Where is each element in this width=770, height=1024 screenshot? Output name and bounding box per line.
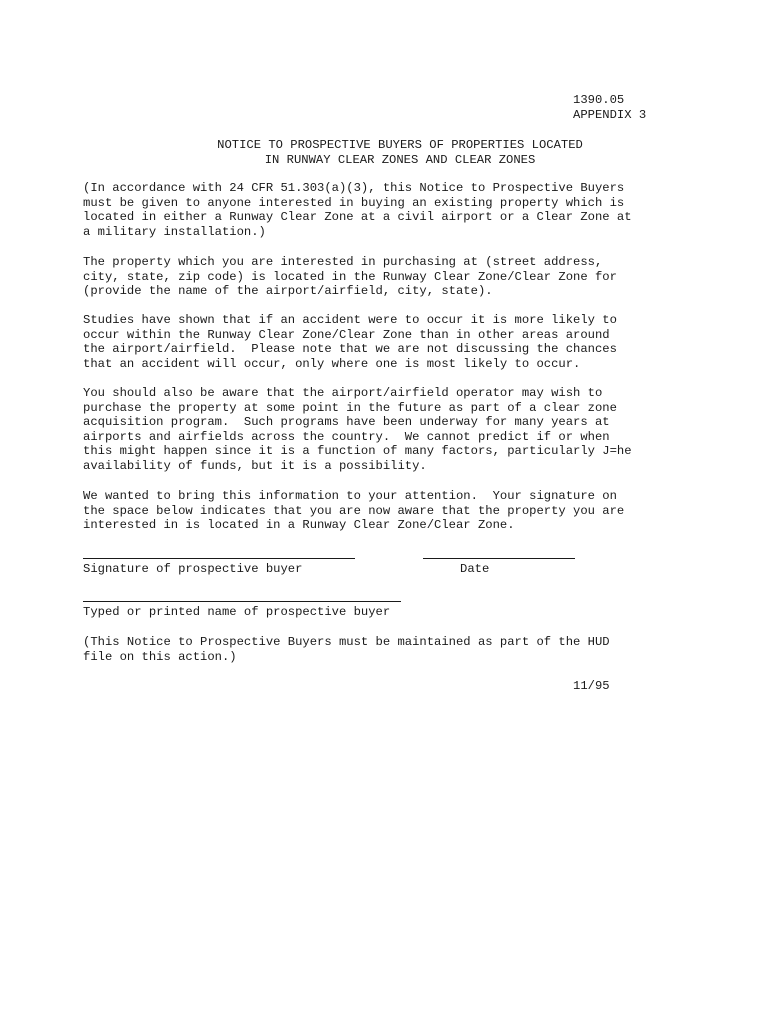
revision-date: 11/95 — [573, 679, 610, 693]
document-header — [573, 93, 646, 122]
closing-note: (This Notice to Prospective Buyers must be maintained as part of the HUD file on this action.) — [83, 635, 610, 664]
title-line-1: NOTICE TO PROSPECTIVE BUYERS OF PROPERTIES LOCATED — [217, 138, 583, 152]
signature-line[interactable] — [83, 558, 355, 559]
paragraph-acknowledgement: We wanted to bring this information to your attention. Your signature on the space below indicates that you are now aware that the property you are interested in is located in a Runway Clear Zone/Clear Zone. — [83, 489, 625, 533]
paragraph-property-location: The property which you are interested in purchasing at (street address, city, state, zip code) is located in the Runway Clear Zone/Clear Zone for (provide the name of the airport/airfield, city, state). — [83, 255, 617, 299]
document-title — [160, 138, 640, 167]
appendix-label: APPENDIX 3 — [573, 107, 647, 122]
paragraph-cfr-reference: (In accordance with 24 CFR 51.303(a)(3), this Notice to Prospective Buyers must be given to anyone interested in buying an existing property which is located in either a Runway Clear Zone at a civil airport or a Clear Zone at a military installation.) — [83, 181, 632, 239]
signature-label: Signature of prospective buyer — [83, 562, 303, 576]
date-label: Date — [460, 562, 490, 576]
paragraph-accident-studies: Studies have shown that if an accident were to occur it is more likely to occur within the Runway Clear Zone/Clear Zone than in other areas around the airport/airfield. Please note that we are not discussing the chances that an accident will occur, only where one is most likely to occur. — [83, 313, 617, 371]
paragraph-acquisition-program: You should also be aware that the airport/airfield operator may wish to purchase the property at some point in the future as part of a clear zone acquisition program. Such programs have been underway for many years at airports and airfields across the country. We cannot predict if or when this might happen since it is a function of many factors, particularly J=he availability of funds, but it is a possibility. — [83, 386, 632, 473]
date-line[interactable] — [423, 558, 575, 559]
printed-name-label: Typed or printed name of prospective buyer — [83, 605, 391, 619]
document-number: 1390.05 — [573, 93, 625, 107]
printed-name-line[interactable] — [83, 601, 401, 602]
title-line-2: IN RUNWAY CLEAR ZONES AND CLEAR ZONES — [264, 152, 536, 167]
